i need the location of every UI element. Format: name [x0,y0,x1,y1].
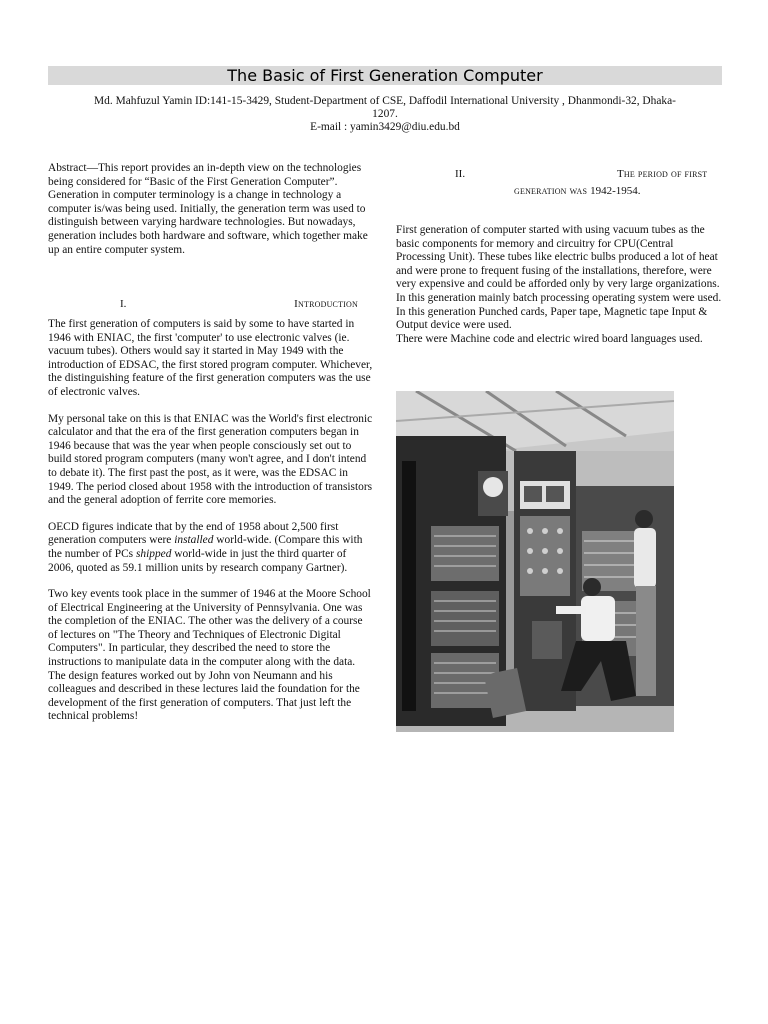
author-affiliation: Md. Mahfuzul Yamin ID:141-15-3429, Student-Department of CSE, Daffodil International University , Dhanmondi-32, Dhaka- [94,95,676,107]
abstract-paragraph-2: Generation in computer terminology is a change in technology a computer is/was being used. Initially, the generation term was used to distinguish between varying hardware technologies. But nowadays, generation includes both hardware and software, which together make up an entire computer system. [48,189,368,256]
body-paragraph: In this generation mainly batch processing operating system were used. In this generation Punched cards, Paper tape, Magnetic tape Input & Output device were used. [396,291,722,332]
left-column [48,162,374,257]
author-block [48,95,722,134]
section-number: II. [455,168,466,180]
introduction-body [48,318,374,724]
body-paragraph: There were Machine code and electric wired board languages used. [396,332,703,345]
section-title: The period of first [617,168,708,180]
section-title: Introduction [294,298,358,310]
author-email: E-mail : yamin3429@diu.edu.bd [310,121,460,133]
eniac-photo-illustration [396,391,674,732]
body-paragraph: First generation of computer started with using vacuum tubes as the basic components for memory and circuitry for CPU(Central Processing Unit). These tubes like electric bulbs produced a lot of heat and were prone to frequent fusing of the installations, therefore, were very expensive and could be afforded only by very large organizations. [396,224,720,291]
body-paragraph: Two key events took place in the summer of 1946 at the Moore School of Electrical Engineering at the University of Pennsylvania. One was the completion of the ENIAC. The other was the delivery of a course of lectures on "The Theory and Techniques of Electronic Digital Computers". In particular, they described the need to store the instructions to manipulate data in the computer along with the data. The design features worked out by John von Neumann and his colleagues and described in these lectures laid the foundation for the development of the first generation of computers. That just left the technical problems! [48,588,371,723]
section-number: I. [120,298,127,310]
section-title-cont: generation was 1942-1954. [514,185,641,197]
body-paragraph: My personal take on this is that ENIAC was the World's first electronic calculator and that the era of the first generation computers began in 1946 because that was the year when people consciously set out to build stored program computers (many won't agree, and I don't intend to debate it). The first past the post, as it were, was the EDSAC in 1949. The period closed about 1958 with the introduction of transistors and the general adoption of ferrite core memories. [48,412,373,507]
author-affiliation-cont: 1207. [372,108,398,120]
body-paragraph: OECD figures indicate that by the end of 1958 about 2,500 first generation computers were installed world-wide. (Compare this with the number of PCs shipped world-wide in just the third quarter of 2006, quoted as 59.1 million units by research company Gartner). [48,520,363,574]
body-paragraph: The first generation of computers is said by some to have started in 1946 with ENIAC, the first 'computer' to use electronic valves (ie. vacuum tubes). Others would say it started in May 1949 with the introduction of EDSAC, the first stored program computer. Whichever, the distinguishing feature of the first generation computers was the use of electronic valves. [48,318,373,398]
eniac-photo [396,391,674,732]
right-column [396,224,722,346]
abstract-paragraph: Abstract—This report provides an in-depth view on the technologies being considered for “Basic of the First Generation Computer”. [48,162,362,188]
section-heading-introduction [48,298,358,312]
paper-title: The Basic of First Generation Computer [48,66,722,85]
